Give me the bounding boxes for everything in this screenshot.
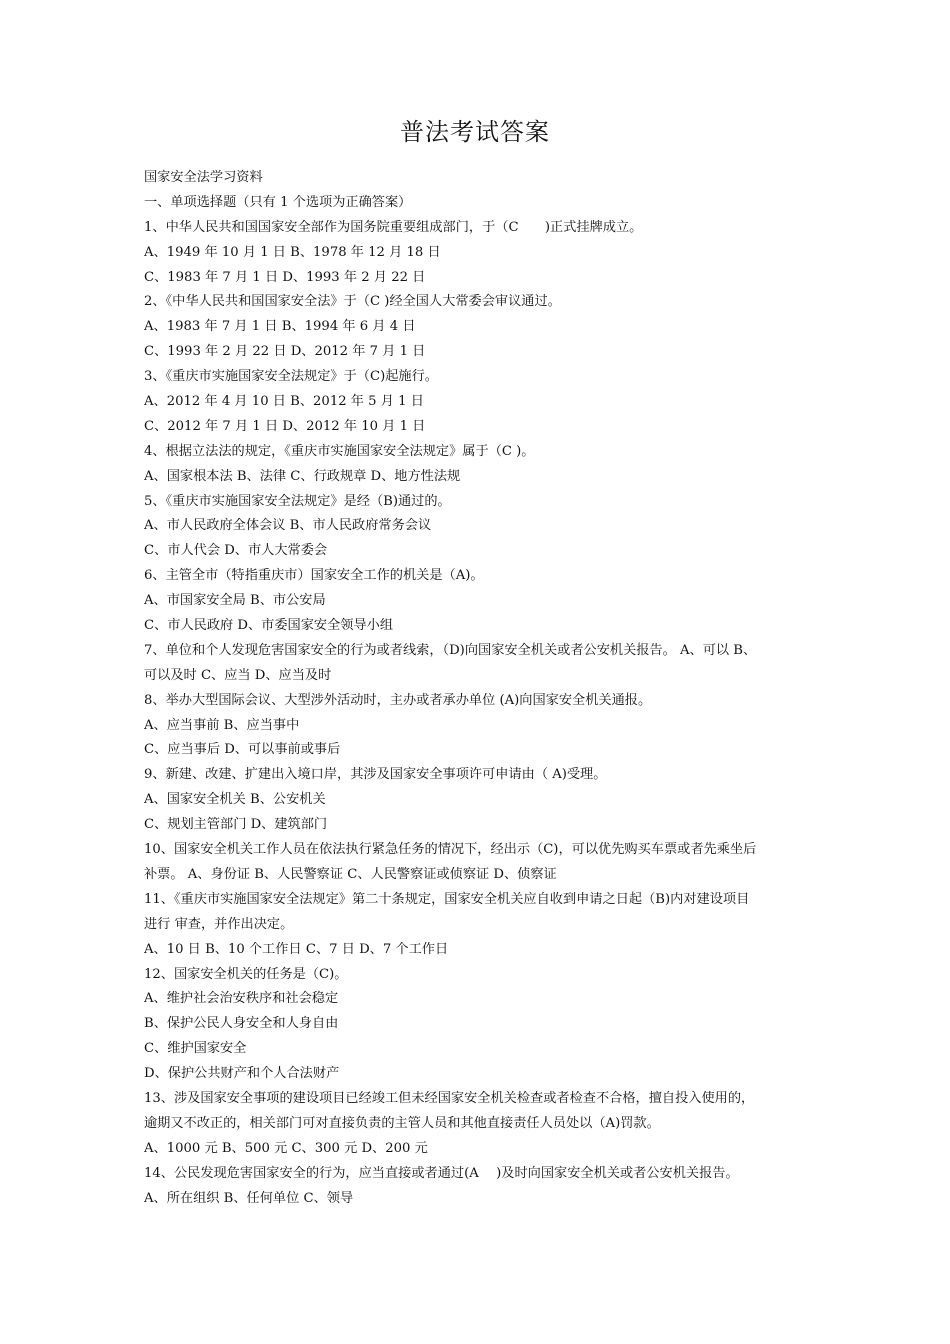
text-line: 12、国家安全机关的任务是（C)。 — [144, 966, 348, 982]
text-line: 14、公民发现危害国家安全的行为，应当直接或者通过(A )及时向国家安全机关或者公安机关报告。 — [144, 1165, 739, 1181]
text-line: 2、《中华人民共和国国家安全法》于（C )经全国人大常委会审议通过。 — [144, 294, 561, 310]
text-line: C、维护国家安全 — [144, 1041, 247, 1057]
text-line: 8、举办大型国际会议、大型涉外活动时，主办或者承办单位 (A)向国家安全机关通报。 — [144, 692, 652, 708]
text-line: 逾期又不改正的，相关部门可对直接负责的主管人员和其他直接责任人员处以（A)罚款。 — [144, 1115, 660, 1131]
text-line: A、应当事前 B、应当事中 — [144, 717, 300, 733]
text-line: A、1983 年 7 月 1 日 B、1994 年 6 月 4 日 — [144, 319, 416, 335]
text-line: A、1000 元 B、500 元 C、300 元 D、200 元 — [144, 1140, 428, 1156]
text-line: C、1993 年 2 月 22 日 D、2012 年 7 月 1 日 — [144, 344, 426, 360]
text-line: A、1949 年 10 月 1 日 B、1978 年 12 月 18 日 — [144, 244, 441, 260]
text-line: A、2012 年 4 月 10 日 B、2012 年 5 月 1 日 — [144, 394, 424, 410]
text-line: A、维护社会治安秩序和社会稳定 — [144, 991, 339, 1007]
text-line: C、市人民政府 D、市委国家安全领导小组 — [144, 618, 394, 634]
document-title: 普法考试答案 — [400, 118, 550, 146]
text-line: 11、《重庆市实施国家安全法规定》第二十条规定，国家安全机关应自收到申请之日起（B)内对建设项目 — [144, 891, 750, 907]
text-line: B、保护公民人身安全和人身自由 — [144, 1016, 339, 1032]
text-line: C、2012 年 7 月 1 日 D、2012 年 10 月 1 日 — [144, 418, 426, 434]
text-line: C、规划主管部门 D、建筑部门 — [144, 817, 328, 833]
text-line: 13、涉及国家安全事项的建设项目已经竣工但未经国家安全机关检查或者检查不合格，擅自投入使用的， — [144, 1090, 755, 1106]
text-line: 4、根据立法法的规定，《重庆市实施国家安全法规定》属于（C )。 — [144, 443, 535, 459]
text-line: 一、单项选择题（只有 1 个选项为正确答案） — [144, 194, 412, 210]
text-line: 1、中华人民共和国国家安全部作为国务院重要组成部门，于（C )正式挂牌成立。 — [144, 219, 643, 235]
text-line: 7、单位和个人发现危害国家安全的行为或者线索，（D)向国家安全机关或者公安机关报告。 A、可以 B、 — [144, 642, 757, 658]
text-line: D、保护公共财产和个人合法财产 — [144, 1066, 340, 1082]
text-line: C、1983 年 7 月 1 日 D、1993 年 2 月 22 日 — [144, 269, 426, 285]
text-line: 10、国家安全机关工作人员在依法执行紧急任务的情况下，经出示（C)，可以优先购买车票或者先乘坐后 — [144, 842, 757, 858]
text-line: 5、《重庆市实施国家安全法规定》是经（B)通过的。 — [144, 493, 451, 509]
text-line: 补票。 A、身份证 B、人民警察证 C、人民警察证或侦察证 D、侦察证 — [144, 866, 557, 882]
text-line: A、10 日 B、10 个工作日 C、7 日 D、7 个工作日 — [144, 941, 449, 957]
document-body — [144, 166, 812, 1211]
text-line: C、市人代会 D、市人大常委会 — [144, 543, 328, 559]
text-line: A、市人民政府全体会议 B、市人民政府常务会议 — [144, 518, 432, 534]
text-line: A、市国家安全局 B、市公安局 — [144, 593, 326, 609]
text-line: 3、《重庆市实施国家安全法规定》于（C)起施行。 — [144, 369, 438, 385]
text-line: A、国家安全机关 B、公安机关 — [144, 792, 326, 808]
text-line: A、所在组织 B、任何单位 C、领导 — [144, 1190, 354, 1206]
text-line: A、国家根本法 B、法律 C、行政规章 D、地方性法规 — [144, 468, 461, 484]
text-line: 9、新建、改建、扩建出入境口岸，其涉及国家安全事项许可申请由（ A)受理。 — [144, 767, 607, 783]
text-line: 可以及时 C、应当 D、应当及时 — [144, 667, 332, 683]
text-line: 进行 审查，并作出决定。 — [144, 916, 294, 932]
text-line: 6、主管全市（特指重庆市）国家安全工作的机关是（A)。 — [144, 568, 484, 584]
text-line: C、应当事后 D、可以事前或事后 — [144, 742, 341, 758]
text-line: 国家安全法学习资料 — [144, 170, 263, 185]
